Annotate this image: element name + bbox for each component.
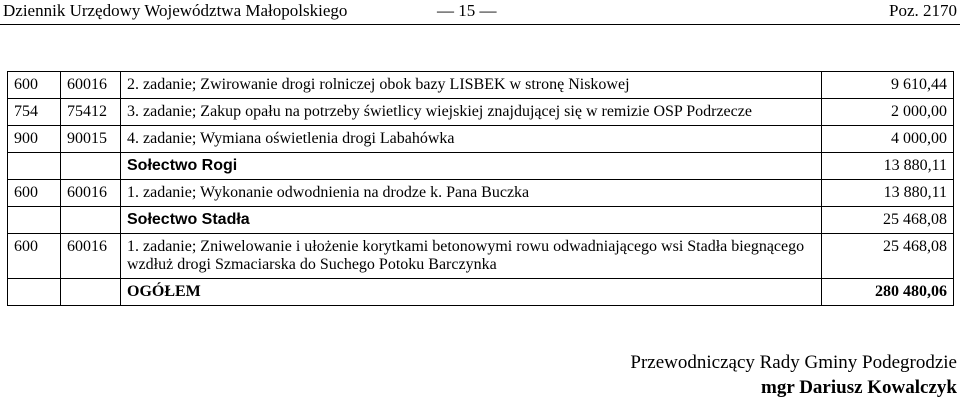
table-row: [8, 234, 954, 279]
journal-title: Dziennik Urzędowy Województwa Małopolskiego: [3, 1, 348, 20]
table-row: [8, 126, 954, 153]
amount-cell: 25 468,08: [822, 234, 954, 279]
task-cell: 1. zadanie; Wykonanie odwodnienia na drodze k. Pana Buczka: [121, 180, 822, 207]
rozdzial-cell: [61, 207, 121, 234]
task-cell: 1. zadanie; Zniwelowanie i ułożenie korytkami betonowymi rowu odwadniającego wsi Stadła biegnącego wzdłuż drogi Szmaciarska do Suchego Potoku Barczynka: [121, 234, 822, 279]
rozdzial-cell: [61, 153, 121, 180]
dzial-cell: [8, 279, 61, 306]
page-number: — 15 —: [437, 1, 497, 20]
total-row: [8, 279, 954, 306]
task-cell: 2. zadanie; Zwirowanie drogi rolniczej obok bazy LISBEK w stronę Niskowej: [121, 72, 822, 99]
header-divider: [0, 24, 960, 25]
solectwo-name: Sołectwo Stadła: [121, 207, 822, 234]
rozdzial-cell: [61, 279, 121, 306]
amount-cell: 25 468,08: [822, 207, 954, 234]
rozdzial-cell: 90015: [61, 126, 121, 153]
page-header: [0, 0, 960, 24]
solectwo-row: [8, 207, 954, 234]
task-cell: 3. zadanie; Zakup opału na potrzeby świetlicy wiejskiej znajdującej się w remizie OSP Podrzecze: [121, 99, 822, 126]
position-number: Poz. 2170: [889, 1, 957, 20]
dzial-cell: 600: [8, 180, 61, 207]
dzial-cell: 600: [8, 234, 61, 279]
total-amount: 280 480,06: [822, 279, 954, 306]
table-row: [8, 72, 954, 99]
amount-cell: 13 880,11: [822, 153, 954, 180]
amount-cell: 13 880,11: [822, 180, 954, 207]
dzial-cell: [8, 153, 61, 180]
table-row: [8, 180, 954, 207]
dzial-cell: 754: [8, 99, 61, 126]
rozdzial-cell: 60016: [61, 234, 121, 279]
rozdzial-cell: 60016: [61, 180, 121, 207]
dzial-cell: 600: [8, 72, 61, 99]
total-label: OGÓŁEM: [121, 279, 822, 306]
signatory-name: mgr Dariusz Kowalczyk: [761, 377, 957, 398]
amount-cell: 2 000,00: [822, 99, 954, 126]
budget-table: [7, 71, 954, 306]
amount-cell: 9 610,44: [822, 72, 954, 99]
signatory-role: Przewodniczący Rady Gminy Podegrodzie: [630, 352, 957, 373]
solectwo-name: Sołectwo Rogi: [121, 153, 822, 180]
solectwo-row: [8, 153, 954, 180]
dzial-cell: 900: [8, 126, 61, 153]
rozdzial-cell: 60016: [61, 72, 121, 99]
rozdzial-cell: 75412: [61, 99, 121, 126]
table-row: [8, 99, 954, 126]
amount-cell: 4 000,00: [822, 126, 954, 153]
dzial-cell: [8, 207, 61, 234]
task-cell: 4. zadanie; Wymiana oświetlenia drogi Labahówka: [121, 126, 822, 153]
